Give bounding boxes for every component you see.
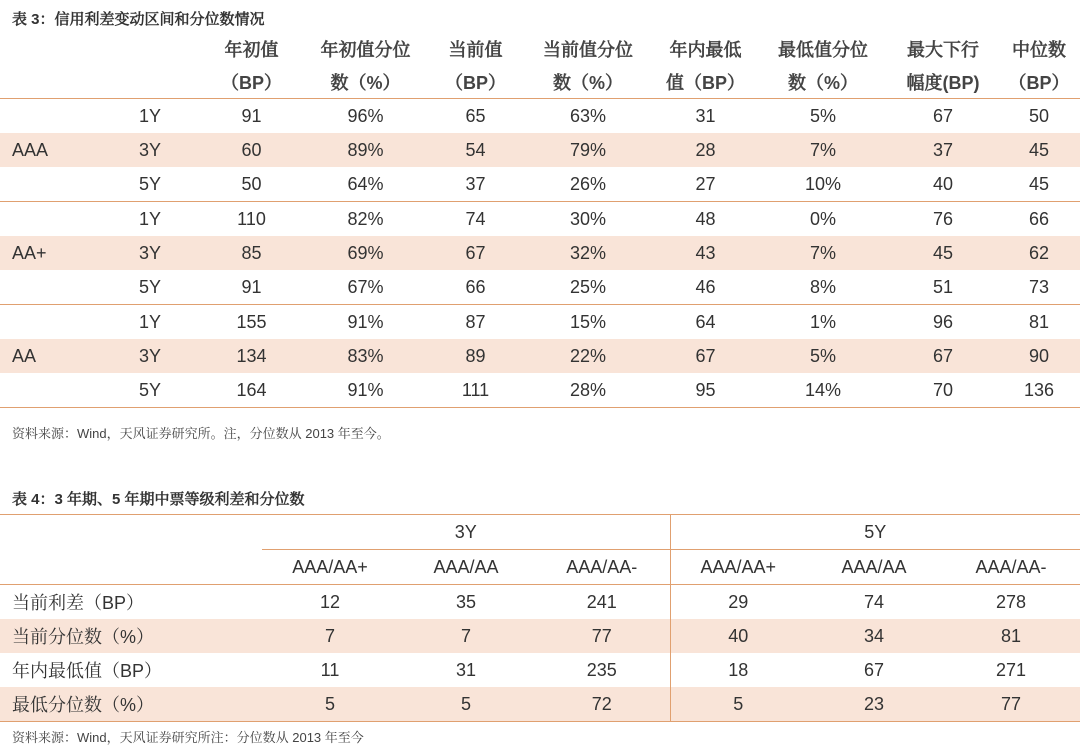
header-unit: 数（%）	[523, 65, 653, 99]
table-cell: 77	[534, 619, 670, 653]
table-cell: 15%	[569, 311, 607, 332]
rating-grade: AA	[0, 339, 100, 373]
rating-grade	[0, 305, 100, 340]
table-cell: 51	[888, 270, 998, 305]
table-cell: 134	[200, 339, 303, 373]
table-cell: 111	[428, 373, 523, 408]
table-row	[0, 202, 1080, 237]
table-cell: 67	[653, 339, 758, 373]
table-cell: 37	[888, 133, 998, 167]
subheader: AAA/AA-	[534, 550, 670, 585]
table-cell: 164	[200, 373, 303, 408]
header-unit: 数（%）	[303, 65, 428, 99]
table-cell: 74	[864, 591, 885, 612]
table-cell: 67	[428, 236, 523, 270]
table-cell: 37	[428, 167, 523, 202]
table-cell: 83%	[303, 339, 428, 373]
header-initial-value: 年初值	[224, 39, 279, 60]
table-cell: 1%	[809, 311, 836, 332]
table-cell: 96%	[347, 105, 384, 126]
table-cell: 10%	[758, 167, 888, 202]
table3-title: 表 3：信用利差变动区间和分位数情况	[12, 11, 265, 28]
table-cell: 91	[241, 105, 262, 126]
table-cell: 32%	[523, 236, 653, 270]
tenor: 3Y	[100, 339, 200, 373]
table-cell: 87	[465, 311, 486, 332]
table-row	[0, 167, 1080, 202]
table-cell: 43	[653, 236, 758, 270]
header-current-percentile: 当前值分位	[543, 39, 633, 60]
tenor: 3Y	[100, 133, 200, 167]
table4-title: 表 4：3 年期、5 年期中票等级利差和分位数	[12, 491, 305, 508]
table-row	[0, 585, 1080, 620]
table-cell: 22%	[523, 339, 653, 373]
table-cell: 11	[320, 659, 340, 680]
table-cell: 50	[200, 167, 303, 202]
table-cell: 7%	[758, 236, 888, 270]
header-current-value: 当前值	[448, 39, 503, 60]
header-unit: （BP）	[200, 65, 303, 99]
table-cell: 7	[262, 619, 398, 653]
table-cell: 110	[237, 208, 266, 229]
table-cell: 45	[998, 167, 1080, 202]
table-row	[0, 373, 1080, 408]
table-cell: 31	[455, 659, 477, 680]
table-cell: 82%	[347, 208, 384, 229]
rating-grade	[0, 270, 100, 305]
table3-source: 资料来源：Wind，天风证券研究所。注，分位数从 2013 年至今。	[12, 426, 390, 441]
table-cell: 69%	[303, 236, 428, 270]
header-max-decline: 最大下行	[907, 39, 979, 60]
table-cell: 235	[534, 653, 670, 687]
subheader: AAA/AA-	[942, 550, 1080, 585]
table-cell: 90	[998, 339, 1080, 373]
table-cell: 7%	[758, 133, 888, 167]
table-cell: 81	[942, 619, 1080, 653]
rating-spread-table	[0, 514, 1080, 722]
tenor: 3Y	[100, 236, 200, 270]
table-cell: 81	[1028, 311, 1050, 332]
table-cell: 35	[455, 591, 477, 612]
table-cell: 96	[932, 311, 954, 332]
table-cell: 18	[728, 659, 749, 680]
subheader: AAA/AA	[398, 550, 534, 585]
table-cell: 23	[806, 687, 942, 722]
row-label: 当前分位数（%）	[0, 619, 262, 653]
header-unit: 数（%）	[758, 65, 888, 99]
table-cell: 63%	[569, 105, 607, 126]
table-cell: 40	[670, 619, 806, 653]
table-cell: 46	[653, 270, 758, 305]
rating-grade	[0, 373, 100, 408]
table-cell: 7	[398, 619, 534, 653]
table-cell: 50	[1028, 105, 1050, 126]
table-cell: 30%	[569, 208, 607, 229]
table-cell: 89%	[303, 133, 428, 167]
table-cell: 5	[262, 687, 398, 722]
table-cell: 76	[932, 208, 954, 229]
row-label: 年内最低值（BP）	[12, 661, 163, 681]
table-cell: 25%	[523, 270, 653, 305]
table-row	[0, 99, 1080, 134]
header-unit: 值（BP）	[653, 65, 758, 99]
row-label: 最低分位数（%）	[0, 687, 262, 722]
rating-grade	[0, 202, 100, 237]
table-cell: 28%	[523, 373, 653, 408]
table-cell: 5%	[809, 105, 836, 126]
table-row	[0, 653, 1080, 687]
table-row	[0, 687, 1080, 722]
table-cell: 0%	[809, 208, 836, 229]
table-row	[0, 270, 1080, 305]
header-low-percentile: 最低值分位	[778, 39, 868, 60]
rating-grade: AA+	[0, 236, 100, 270]
table-cell: 91%	[303, 373, 428, 408]
table-cell: 66	[1028, 208, 1050, 229]
table-cell: 271	[996, 659, 1027, 680]
header-median: 中位数	[1012, 39, 1066, 60]
table-cell: 91%	[347, 311, 384, 332]
table4-source: 资料来源：Wind，天风证券研究所注：分位数从 2013 年至今	[12, 730, 364, 745]
tenor: 5Y	[100, 373, 200, 408]
table-cell: 67	[864, 659, 885, 680]
row-label: 当前利差（BP）	[12, 593, 145, 613]
table-cell: 27	[653, 167, 758, 202]
table-cell: 155	[236, 311, 267, 332]
table-cell: 241	[534, 585, 670, 620]
table-cell: 67	[932, 105, 954, 126]
table-cell: 73	[998, 270, 1080, 305]
table-cell: 28	[653, 133, 758, 167]
subheader: AAA/AA+	[670, 550, 806, 585]
table-cell: 136	[998, 373, 1080, 408]
table-cell: 45	[888, 236, 998, 270]
table-cell: 74	[465, 208, 486, 229]
table-cell: 29	[728, 591, 749, 612]
table-cell: 62	[998, 236, 1080, 270]
tenor: 5Y	[100, 167, 200, 202]
header-year-low: 年内最低	[669, 39, 742, 60]
credit-spread-table	[0, 32, 1080, 408]
table-cell: 45	[998, 133, 1080, 167]
table-cell: 64%	[303, 167, 428, 202]
rating-grade	[0, 99, 100, 134]
header-initial-percentile: 年初值分位	[320, 39, 411, 60]
table-cell: 5	[670, 687, 806, 722]
table-cell: 79%	[523, 133, 653, 167]
table-cell: 95	[653, 373, 758, 408]
table-cell: 66	[428, 270, 523, 305]
table-cell: 60	[200, 133, 303, 167]
table-cell: 70	[888, 373, 998, 408]
group-header-5y: 5Y	[670, 515, 1080, 550]
rating-grade	[0, 167, 100, 202]
table-row	[0, 133, 1080, 167]
rating-grade: AAA	[0, 133, 100, 167]
table-cell: 48	[695, 208, 716, 229]
table-cell: 67%	[303, 270, 428, 305]
table-row	[0, 619, 1080, 653]
tenor: 5Y	[100, 270, 200, 305]
subheader: AAA/AA+	[262, 550, 398, 585]
table-cell: 72	[534, 687, 670, 722]
table-cell: 278	[996, 591, 1027, 612]
table-cell: 5	[398, 687, 534, 722]
table-cell: 65	[465, 105, 486, 126]
table-cell: 64	[695, 311, 716, 332]
table-cell: 12	[319, 591, 341, 612]
table-row	[0, 305, 1080, 340]
table-cell: 8%	[758, 270, 888, 305]
table-cell: 67	[888, 339, 998, 373]
table-cell: 89	[428, 339, 523, 373]
header-unit: 幅度(BP)	[888, 65, 998, 99]
tenor: 1Y	[138, 311, 162, 332]
table-cell: 40	[888, 167, 998, 202]
table-row	[0, 236, 1080, 270]
table-cell: 14%	[758, 373, 888, 408]
table-cell: 91	[200, 270, 303, 305]
subheader: AAA/AA	[806, 550, 942, 585]
table-cell: 54	[428, 133, 523, 167]
table-cell: 85	[200, 236, 303, 270]
table-cell: 34	[806, 619, 942, 653]
tenor: 1Y	[138, 105, 162, 126]
table-cell: 31	[695, 105, 716, 126]
group-header-3y: 3Y	[262, 515, 670, 550]
table-cell: 26%	[523, 167, 653, 202]
table-row	[0, 339, 1080, 373]
table-cell: 5%	[758, 339, 888, 373]
tenor: 1Y	[138, 208, 162, 229]
header-unit: （BP）	[428, 65, 523, 99]
header-unit: （BP）	[998, 65, 1080, 99]
table-cell: 77	[942, 687, 1080, 722]
